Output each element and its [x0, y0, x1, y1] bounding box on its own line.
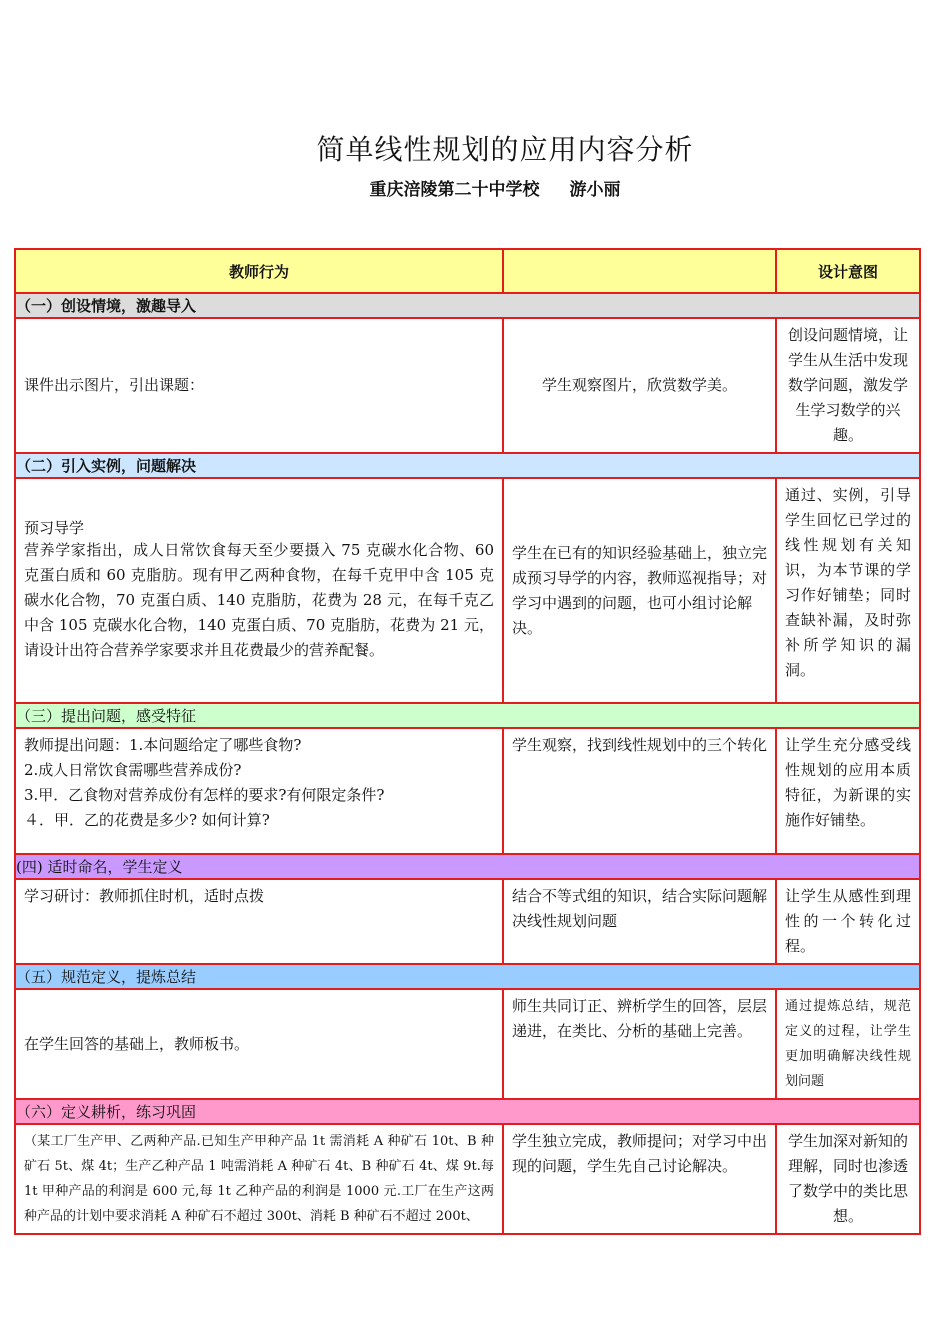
table-row: [15, 879, 920, 964]
section-row: [15, 453, 920, 478]
teacher-line: 2.成人日常饮食需哪些营养成份?: [24, 761, 242, 779]
section-row: [15, 293, 920, 318]
document-title: 简单线性规划的应用内容分析: [316, 133, 694, 166]
section-row: [15, 1099, 920, 1124]
table-row: [15, 318, 920, 453]
lesson-analysis-table: [14, 248, 921, 1235]
student-cell: 师生共同订正、辨析学生的回答，层层递进，在类比、分析的基础上完善。: [503, 989, 776, 1099]
teacher-line: ４．甲．乙的花费是多少? 如何计算?: [24, 811, 270, 829]
intent-cell: 学生加深对新知的理解，同时也渗透了数学中的类比思想。: [776, 1124, 920, 1234]
teacher-line: 预习导学: [24, 519, 85, 537]
teacher-line: 教师提出问题：1.本问题给定了哪些食物?: [24, 736, 302, 754]
section-row: [15, 703, 920, 728]
teacher-cell: 在学生回答的基础上，教师板书。: [15, 989, 503, 1099]
intent-cell: 通过、实例，引导学生回忆已学过的线性规划有关知识，为本节课的学习作好铺垫；同时查缺补漏，及时弥补所学知识的漏洞。: [776, 478, 920, 703]
intent-cell: 让学生充分感受线性规划的应用本质特征，为新课的实施作好铺垫。: [776, 728, 920, 854]
student-cell: 结合不等式组的知识，结合实际问题解决线性规划问题: [503, 879, 776, 964]
header-teacher-behavior: 教师行为: [15, 249, 503, 293]
teacher-cell: 课件出示图片，引出课题：: [15, 318, 503, 453]
student-cell: 学生在已有的知识经验基础上，独立完成预习导学的内容，教师巡视指导；对学习中遇到的问题，也可小组讨论解决。: [503, 478, 776, 703]
teacher-line: 营养学家指出，成人日常饮食每天至少要摄入 75 克碳水化合物、60 克蛋白质和 60 克脂肪。现有甲乙两种食物，在每千克甲中含 105 克碳水化合物，70 克蛋白质、140 克脂肪，花费为 28 元，在每千克乙中含 105 克碳水化合物，140 克蛋白质、70 克脂肪，花费为 21 元，请设计出符合营养学家要求并且花费最少的营养配餐。: [24, 541, 494, 659]
intent-cell: 让学生从感性到理性的一个转化过程。: [776, 879, 920, 964]
school-name: 重庆涪陵第二十中学校: [369, 180, 540, 200]
section-row: [15, 964, 920, 989]
table-row: [15, 1124, 920, 1234]
section-row: [15, 854, 920, 879]
teacher-cell: （某工厂生产甲、乙两种产品.已知生产甲种产品 1t 需消耗 A 种矿石 10t、B 种矿石 5t、煤 4t；生产乙种产品 1 吨需消耗 A 种矿石 4t、B 种矿石 4t、煤 9t.每 1t 甲种产品的利润是 600 元,每 1t 乙种产品的利润是 1000 元.工厂在生产这两种产品的计划中要求消耗 A 种矿石不超过 300t、消耗 B 种矿石不超过 200t、: [15, 1124, 503, 1234]
intent-cell: 通过提炼总结，规范定义的过程，让学生更加明确解决线性规划问题: [776, 989, 920, 1099]
table-row: [15, 478, 920, 703]
section-label: （二）引入实例，问题解决: [15, 453, 920, 478]
section-label: （一）创设情境，激趣导入: [15, 293, 920, 318]
section-label: （五）规范定义，提炼总结: [15, 964, 920, 989]
document-byline: [0, 175, 950, 200]
teacher-cell: [15, 478, 503, 703]
header-student-activity: [503, 249, 776, 293]
teacher-cell: 学习研讨：教师抓住时机，适时点拨: [15, 879, 503, 964]
author-name: 游小丽: [569, 180, 621, 200]
intent-cell: 创设问题情境，让学生从生活中发现数学问题，激发学生学习数学的兴趣。: [776, 318, 920, 453]
section-label: （三）提出问题，感受特征: [15, 703, 920, 728]
header-design-intent: 设计意图: [776, 249, 920, 293]
student-cell: 学生独立完成，教师提问；对学习中出现的问题，学生先自己讨论解决。: [503, 1124, 776, 1234]
section-label: （六）定义耕析，练习巩固: [15, 1099, 920, 1124]
section-label: (四) 适时命名，学生定义: [15, 854, 920, 879]
table-header-row: [15, 249, 920, 293]
student-cell: 学生观察图片，欣赏数学美。: [503, 318, 776, 453]
table-row: [15, 989, 920, 1099]
student-cell: 学生观察，找到线性规划中的三个转化: [503, 728, 776, 854]
table-row: [15, 728, 920, 854]
teacher-cell: [15, 728, 503, 854]
teacher-line: 3.甲．乙食物对营养成份有怎样的要求?有何限定条件?: [24, 786, 385, 804]
